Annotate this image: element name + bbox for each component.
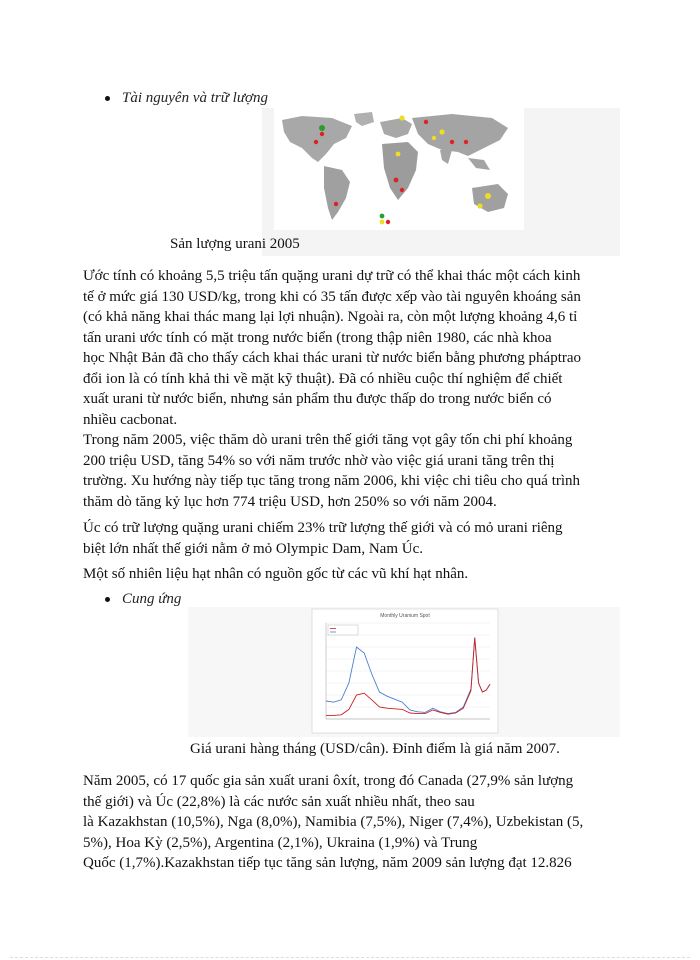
text-line: 200 triệu USD, tăng 54% so với năm trước nhờ vào việc giá urani tăng trên thị [83, 452, 555, 469]
paragraph-production [83, 771, 623, 874]
text-line: biệt lớn nhất thế giới nằm ở mỏ Olympic Dam, Nam Úc. [83, 540, 423, 557]
marker-canada [319, 125, 325, 131]
world-map [262, 108, 620, 256]
uranium-price-chart [188, 607, 620, 737]
uranium-map-figure [262, 108, 620, 256]
text-line: học Nhật Bản đã cho thấy cách khai thác urani từ nước biển bằng phương pháptrao [83, 350, 582, 366]
text-line: Quốc (1,7%).Kazakhstan tiếp tục tăng sản lượng, năm 2009 sản lượng đạt 12.826 [83, 855, 572, 871]
text-line: trường. Xu hướng này tiếp tục tăng trong năm 2006, khi việc chi tiêu cho quá trình [83, 473, 581, 489]
text-line: tấn urani ước tính có mặt trong nước biển (trong thập niên 1980, các nhà khoa [83, 329, 552, 346]
bullet-supply [105, 591, 181, 608]
bullet-dot [105, 597, 110, 602]
map-caption: Sản lượng urani 2005 [170, 236, 300, 252]
paragraph-weapons [83, 564, 623, 585]
text-line: Năm 2005, có 17 quốc gia sản xuất urani ôxít, trong đó Canada (27,9% sản lượng [83, 773, 574, 789]
bullet-dot [105, 96, 110, 101]
chart-legend [328, 625, 358, 635]
text-line: tế ở mức giá 130 USD/kg, trong khi có 35 tấn được xếp vào tài nguyên khoáng sản [83, 288, 581, 305]
text-line: 5%), Hoa Kỳ (2,5%), Argentina (2,1%), Ukraina (1,9%) và Trung [83, 834, 478, 851]
paragraph-australia [83, 518, 623, 559]
text-line: Ước tính có khoảng 5,5 triệu tấn quặng urani dự trữ có thể khai thác một cách kinh [83, 268, 581, 284]
chart-title: Monthly Uranium Spot [380, 613, 430, 619]
text-line: (có khả năng khai thác mang lại lợi nhuận). Ngoài ra, còn một lượng khoảng 4,6 tỉ [83, 309, 578, 325]
bullet-resources [105, 90, 268, 107]
page-bottom-border [10, 957, 690, 958]
text-line: Úc có trữ lượng quặng urani chiếm 23% trữ lượng thế giới và có mỏ urani riêng [83, 520, 563, 536]
uranium-price-chart-figure [188, 607, 620, 737]
bullet-resources-label: Tài nguyên và trữ lượng [122, 90, 269, 106]
text-line: thế giới) và Úc (22,8%) là các nước sản xuất nhiều nhất, theo sau [83, 793, 475, 810]
paragraph-reserves [83, 266, 623, 430]
chart-caption: Giá urani hàng tháng (USD/cân). Đỉnh điểm là giá năm 2007. [190, 741, 560, 757]
text-line: Trong năm 2005, việc thăm dò urani trên thế giới tăng vọt gây tốn chi phí khoảng [83, 432, 573, 448]
paragraph-exploration [83, 430, 623, 512]
text-line: thăm dò tăng kỷ lục hơn 774 triệu USD, hơn 250% so với năm 2004. [83, 493, 497, 510]
text-line: nhiều cacbonat. [83, 411, 178, 428]
text-line: là Kazakhstan (10,5%), Nga (8,0%), Namibia (7,5%), Niger (7,4%), Uzbekistan (5, [83, 814, 584, 830]
bullet-supply-label: Cung ứng [122, 591, 182, 607]
text-line: xuất urani từ nước biển, nhưng sản phẩm thu được thấp do trong nước biển có [83, 391, 552, 407]
text-line: Một số nhiên liệu hạt nhân có nguồn gốc từ các vũ khí hạt nhân. [83, 566, 469, 582]
text-line: đổi ion là có tính khả thi về mặt kỹ thuật). Đã có nhiều cuộc thí nghiệm để chiết [83, 370, 563, 387]
